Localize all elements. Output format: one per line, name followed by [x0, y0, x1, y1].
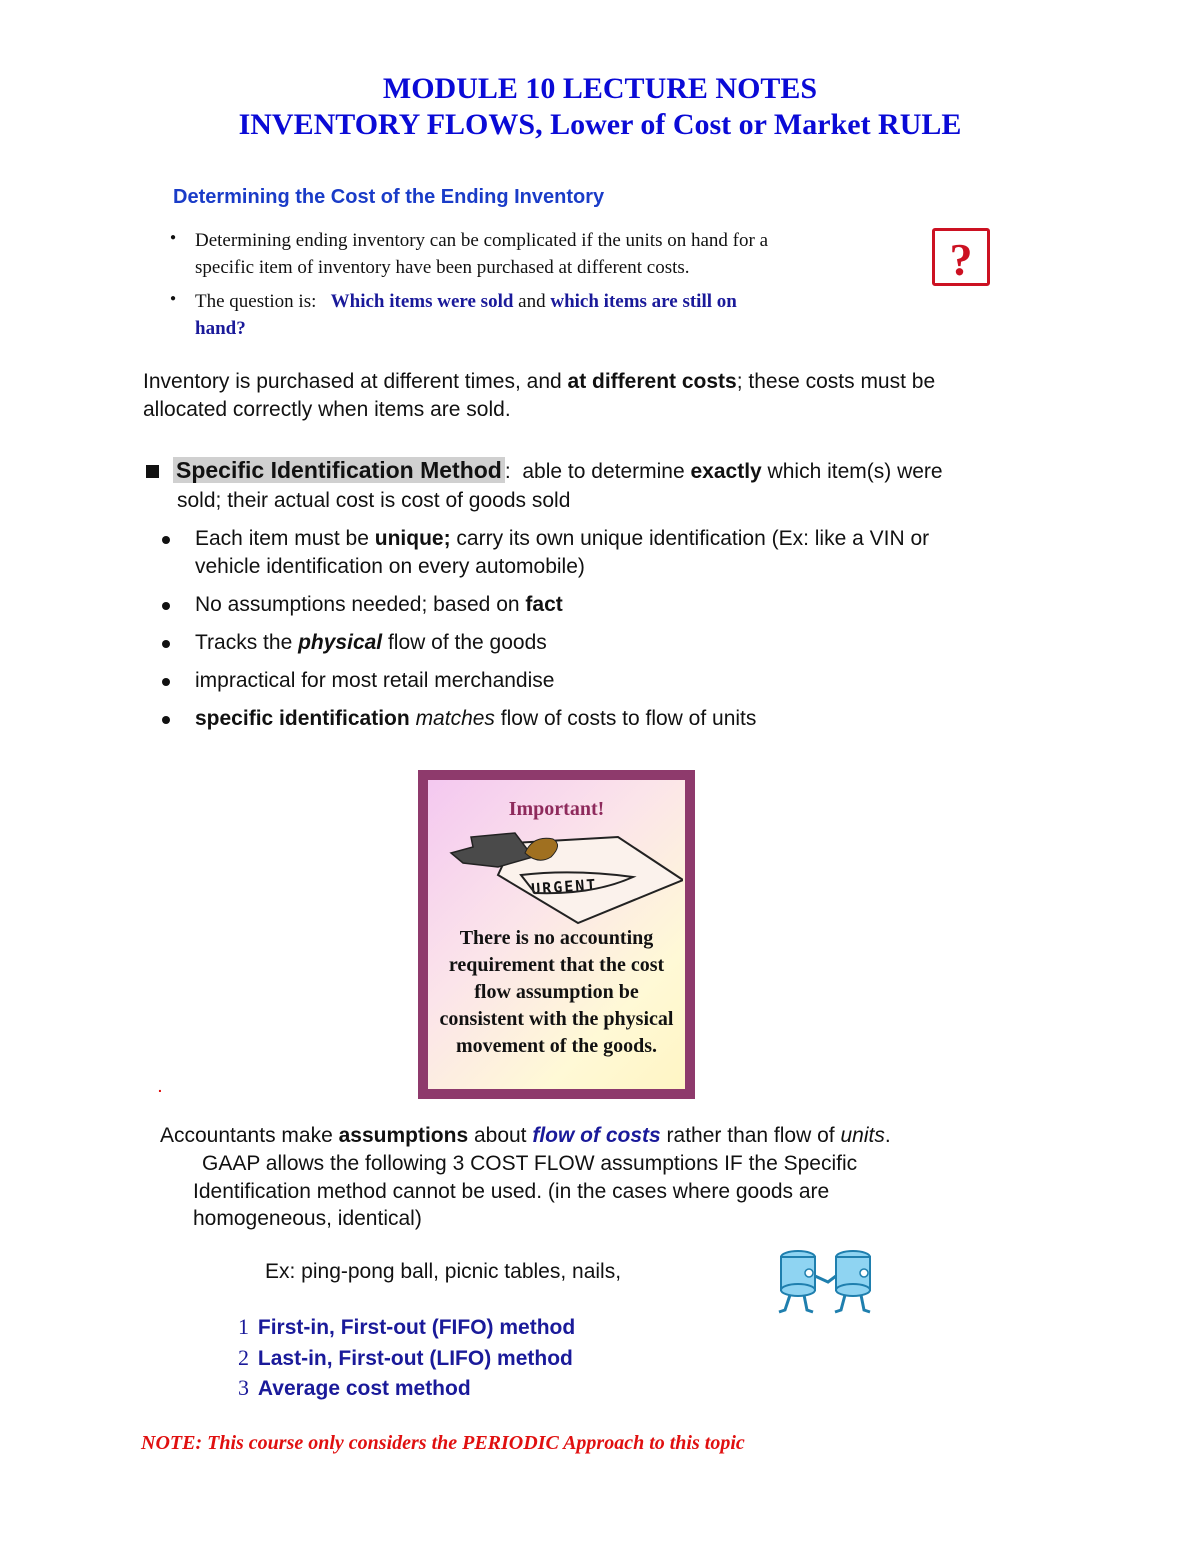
assumptions-line2: GAAP allows the following 3 COST FLOW assumptions IF the Specific: [202, 1152, 858, 1175]
specific-desc-line2: sold; their actual cost is cost of goods sold: [177, 489, 571, 512]
page-title: MODULE 10 LECTURE NOTES: [382, 72, 818, 105]
assumptions-line1: Accountants make assumptions about flow of costs rather than flow of units.: [160, 1124, 891, 1147]
bullet-question: The question is: Which items were sold and which items are still on hand?: [195, 291, 737, 339]
method-item: 2 Last-in, First-out (LIFO) method: [238, 1345, 573, 1370]
important-callout: [418, 770, 695, 1099]
bullet-dot: [162, 716, 170, 724]
square-bullet: [146, 465, 159, 478]
specific-method-label: Specific Identification Method: [173, 457, 505, 483]
bullet-matches: specific identification matches flow of costs to flow of units: [195, 707, 757, 730]
urgent-stamp-icon: [443, 825, 683, 925]
periodic-note: NOTE: This course only considers the PERIODIC Approach to this topic: [141, 1432, 745, 1454]
important-title: Important!: [508, 798, 605, 820]
assumptions-line4: homogeneous, identical): [193, 1207, 422, 1230]
bullet-dot: [162, 640, 170, 648]
svg-text:URGENT: URGENT: [530, 875, 598, 899]
page-subtitle: INVENTORY FLOWS, Lower of Cost or Market RULE: [238, 108, 962, 141]
specific-identification: Specific Identification Method : able to determine exactly which item(s) were: [173, 456, 1073, 486]
cans-icon: [773, 1248, 885, 1318]
bullet-dot: [162, 536, 170, 544]
bullet-impractical: impractical for most retail merchandise: [195, 669, 555, 692]
bullet-unique: Each item must be unique; carry its own unique identification (Ex: like a VIN or vehicle identification on every automobile): [195, 527, 930, 578]
bullet-no-assumptions: No assumptions needed; based on fact: [195, 593, 563, 616]
svg-text:?: ?: [949, 234, 973, 283]
method-item: 3 Average cost method: [238, 1375, 471, 1400]
bullet-marker: ●: [170, 293, 177, 304]
assumptions-line3: Identification method cannot be used. (in the cases where goods are: [193, 1180, 830, 1203]
intro-paragraph: Inventory is purchased at different times, and at different costs; these costs must be allocated correctly when items are sold.: [143, 370, 936, 421]
bullet-ending-inventory: Determining ending inventory can be complicated if the units on hand for a specific item of inventory have been purchased at different costs.: [195, 230, 768, 278]
method-item: 1 First-in, First-out (FIFO) method: [238, 1314, 576, 1339]
bullet-dot: [162, 678, 170, 686]
bullet-physical-flow: Tracks the physical flow of the goods: [195, 631, 547, 654]
question-mark-icon: [932, 228, 990, 286]
bullet-marker: ●: [170, 232, 177, 243]
stray-mark: .: [158, 1079, 162, 1095]
section-heading: Determining the Cost of the Ending Inventory: [173, 186, 605, 208]
bullet-dot: [162, 602, 170, 610]
example-text: Ex: ping-pong ball, picnic tables, nails,: [265, 1260, 622, 1283]
important-body: There is no accounting requirement that the cost flow assumption be consistent with the physical movement of the goods.: [439, 927, 674, 1057]
